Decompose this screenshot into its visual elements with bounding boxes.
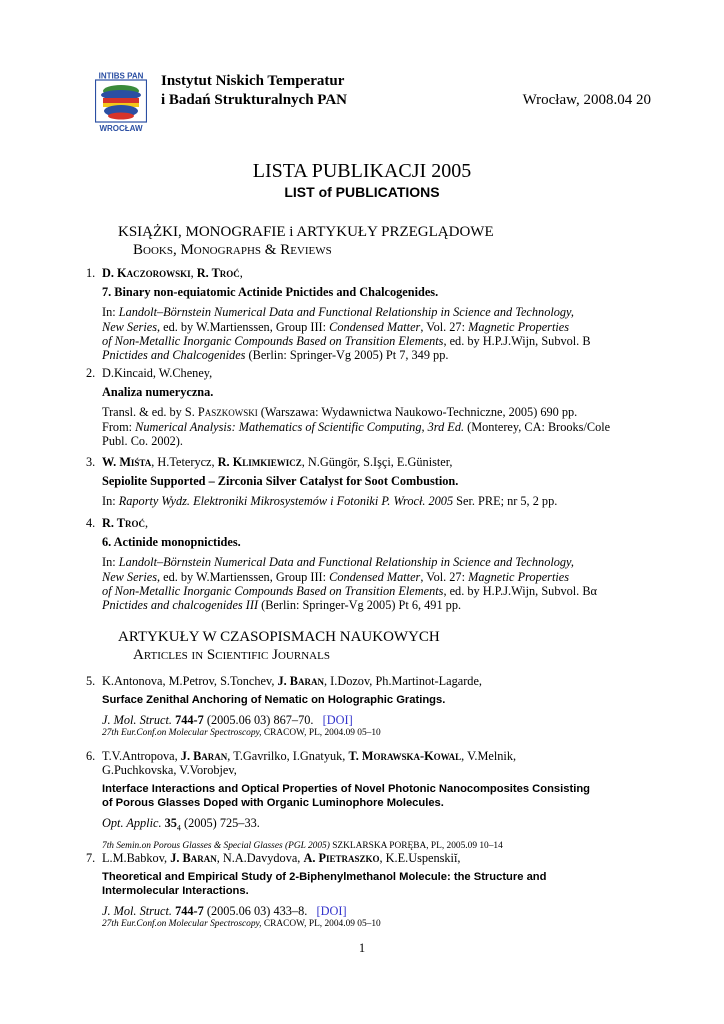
author-text: , V.Melnik, <box>461 749 517 763</box>
entry-citation <box>102 713 646 727</box>
publication-entry <box>86 366 646 448</box>
entry-source <box>102 555 646 612</box>
page-number: 1 <box>358 941 366 955</box>
entry-source <box>102 494 646 508</box>
source-text: Transl. & ed. by S. <box>102 405 198 420</box>
entry-number: 5. <box>86 674 96 688</box>
entry-citation <box>102 904 646 918</box>
source-italic: Magnetic Properties <box>468 569 570 584</box>
source-text: From: <box>102 419 136 434</box>
journal-name: Opt. Applic. <box>102 816 162 831</box>
author-text: , N.Güngör, S.Işçi, E.Günister, <box>301 455 453 469</box>
journal-name: J. Mol. Struct. <box>102 713 173 728</box>
journal-volume: 744-7 <box>175 904 204 919</box>
author-text: , T.Gavrilko, I.Gnatyuk, <box>227 749 349 763</box>
section-title-pl: ARTYKUŁY W CZASOPISMACH NAUKOWYCH <box>118 629 440 645</box>
author-separator: , <box>190 266 197 280</box>
conference-name: 27th Eur.Conf.on Molecular Spectroscopy, <box>102 728 262 739</box>
source-italic: Raporty Wydz. Elektroniki Mikrosystemów i Fotoniki P. Wrocł. 2005 <box>118 494 454 509</box>
entry-authors <box>102 851 646 865</box>
author-highlight: W. Miśta <box>102 455 152 469</box>
author-highlight: R. Troć <box>196 266 240 280</box>
conference-name: 27th Eur.Conf.on Molecular Spectroscopy, <box>102 919 262 930</box>
source-italic: New Series <box>102 319 157 334</box>
source-text: Publ. Co. 2002). <box>102 433 183 448</box>
author-highlight: T. Morawska-Kowal <box>348 749 462 763</box>
author-text: K.Antonova, M.Petrov, S.Tonchev, <box>102 674 278 688</box>
entry-number: 4. <box>86 516 96 530</box>
journal-volume: 35 <box>164 816 177 831</box>
source-text: , ed. by H.P.J.Wijn, Subvol. B <box>443 333 591 348</box>
source-text: In: <box>102 555 119 570</box>
page-subtitle: LIST of PUBLICATIONS <box>284 184 440 200</box>
conference-name: 7th Semin.on Porous Glasses & Special Glasses (PGL 2005) <box>102 841 330 852</box>
entry-title: Surface Zenithal Anchoring of Nematic on Holographic Gratings. <box>102 694 446 707</box>
author-highlight: J. Baran <box>277 674 324 688</box>
author-separator: , <box>239 266 243 280</box>
entry-number: 7. <box>86 851 96 865</box>
section-title-en: Articles in Scientific Journals <box>133 647 330 663</box>
source-text: In: <box>102 305 119 320</box>
source-smallcaps: Paszkowski <box>197 405 258 420</box>
institute-logo <box>95 71 147 133</box>
journal-volume: 744-7 <box>175 713 204 728</box>
source-text: Ser. PRE; nr 5, 2 pp. <box>453 494 558 509</box>
entry-source <box>102 305 646 362</box>
conference-info <box>102 918 646 930</box>
entry-title: 6. Actinide monopnictides. <box>102 535 241 550</box>
entry-title: Analiza numeryczna. <box>102 385 214 400</box>
logo-top-text: INTIBS PAN <box>98 71 144 81</box>
institute-line-1: Instytut Niskich Temperatur <box>161 73 345 89</box>
entry-authors <box>102 516 646 530</box>
publication-entry <box>86 455 646 509</box>
source-italic: Pnictides and Chalcogenides <box>102 348 246 363</box>
publication-entry <box>86 266 646 362</box>
source-text: (Berlin: Springer-Vg 2005) Pt 6, 491 pp. <box>258 598 462 613</box>
author-highlight: D. Kaczorowski <box>102 266 191 280</box>
publication-entry <box>86 516 646 612</box>
source-italic: Landolt–Börnstein Numerical Data and Functional Relationship in Science and Technology, <box>118 305 574 320</box>
conference-place: CRACOW, PL, 2004.09 05–10 <box>261 919 381 930</box>
author-text: G.Puchkovska, V.Vorobjev, <box>102 763 237 778</box>
entry-title <box>102 782 646 810</box>
author-text: T.V.Antropova, <box>102 749 181 763</box>
entry-number: 3. <box>86 455 96 469</box>
source-text: In: <box>102 494 119 509</box>
author-text: , N.A.Davydova, <box>216 851 304 865</box>
source-italic: Magnetic Properties <box>468 319 570 334</box>
entry-authors <box>102 455 646 469</box>
journal-name: J. Mol. Struct. <box>102 904 173 919</box>
document-date: Wrocław, 2008.04 20 <box>522 92 651 108</box>
entry-title: 7. Binary non-equiatomic Actinide Pnictides and Chalcogenides. <box>102 285 439 300</box>
source-italic: of Non-Metallic Inorganic Compounds Based on Transition Elements <box>102 333 444 348</box>
author-separator: , <box>145 516 149 530</box>
source-text: , Vol. 27: <box>420 319 469 334</box>
conference-place: SZKLARSKA PORĘBA, PL, 2005.09 10–14 <box>329 841 503 852</box>
title-line: Intermolecular Interactions. <box>102 885 249 898</box>
institute-line-2: i Badań Strukturalnych PAN <box>161 92 348 108</box>
section-title-pl: KSIĄŻKI, MONOGRAFIE i ARTYKUŁY PRZEGLĄDOWE <box>118 224 494 240</box>
author-text: , H.Teterycz, <box>151 455 218 469</box>
source-text: (Warszawa: Wydawnictwa Naukowo-Techniczne, 2005) 690 pp. <box>257 405 578 420</box>
citation-text: (2005.06 03) 867–70. <box>203 713 314 728</box>
entry-number: 1. <box>86 266 96 280</box>
citation-text: (2005.06 03) 433–8. <box>203 904 308 919</box>
page-title: LISTA PUBLIKACJI 2005 <box>252 160 472 182</box>
entry-title <box>102 870 646 898</box>
author-highlight: A. Pietraszko <box>303 851 380 865</box>
author-highlight: R. Klimkiewicz <box>217 455 302 469</box>
publication-entry <box>86 674 646 739</box>
source-italic: Condensed Matter <box>329 569 421 584</box>
source-italic: Pnictides and chalcogenides III <box>102 598 259 613</box>
entry-source <box>102 405 646 448</box>
section-heading-books <box>118 223 494 259</box>
title-line: of Porous Glasses Doped with Organic Luminophore Molecules. <box>102 797 444 810</box>
publication-entry <box>86 749 646 852</box>
logo-bottom-text: WROCŁAW <box>99 124 143 133</box>
journal-issue: 4 <box>176 823 181 833</box>
source-italic: New Series <box>102 569 157 584</box>
source-text: (Monterey, CA: Brooks/Cole <box>464 419 611 434</box>
source-text: , ed. by W.Martienssen, Group III: <box>157 569 330 584</box>
title-line: Theoretical and Empirical Study of 2-Biphenylmethanol Molecule: the Structure and <box>102 871 547 884</box>
entry-number: 6. <box>86 749 96 763</box>
citation-text: (2005) 725–33. <box>180 816 260 831</box>
entry-citation <box>102 816 646 836</box>
source-italic: Landolt–Börnstein Numerical Data and Functional Relationship in Science and Technology, <box>118 555 574 570</box>
author-highlight: J. Baran <box>180 749 228 763</box>
source-text: , Vol. 27: <box>420 569 469 584</box>
source-italic: Numerical Analysis: Mathematics of Scientific Computing, 3rd Ed. <box>135 419 465 434</box>
doi-link[interactable]: [DOI] <box>322 713 353 728</box>
entry-authors <box>102 674 646 688</box>
entry-authors <box>102 266 646 280</box>
conference-place: CRACOW, PL, 2004.09 05–10 <box>261 728 381 739</box>
entry-authors: D.Kincaid, W.Cheney, <box>102 366 213 380</box>
doi-link[interactable]: [DOI] <box>316 904 347 919</box>
entry-authors <box>102 749 646 777</box>
source-text: , ed. by W.Martienssen, Group III: <box>157 319 330 334</box>
source-text: (Berlin: Springer-Vg 2005) Pt 7, 349 pp. <box>245 348 449 363</box>
logo-graphic <box>95 71 147 133</box>
source-italic: of Non-Metallic Inorganic Compounds Based on Transition Elements <box>102 583 444 598</box>
publication-entry <box>86 851 646 930</box>
author-text: , I.Dozov, Ph.Martinot-Lagarde, <box>324 674 482 688</box>
section-heading-articles <box>118 628 440 664</box>
author-text: L.M.Babkov, <box>102 851 171 865</box>
source-italic: Condensed Matter <box>329 319 421 334</box>
institute-name <box>161 72 347 110</box>
author-highlight: R. Troć <box>102 516 146 530</box>
entry-title: Sepiolite Supported – Zirconia Silver Catalyst for Soot Combustion. <box>102 474 459 489</box>
section-title-en: Books, Monographs & Reviews <box>133 242 332 258</box>
author-text: , K.E.Uspenskiĭ, <box>379 851 461 865</box>
conference-info <box>102 727 646 739</box>
entry-number: 2. <box>86 366 96 380</box>
title-line: Interface Interactions and Optical Properties of Novel Photonic Nanocomposites Consisting <box>102 783 590 796</box>
source-text: , ed. by H.P.J.Wijn, Subvol. Bα <box>443 583 597 598</box>
author-highlight: J. Baran <box>170 851 217 865</box>
